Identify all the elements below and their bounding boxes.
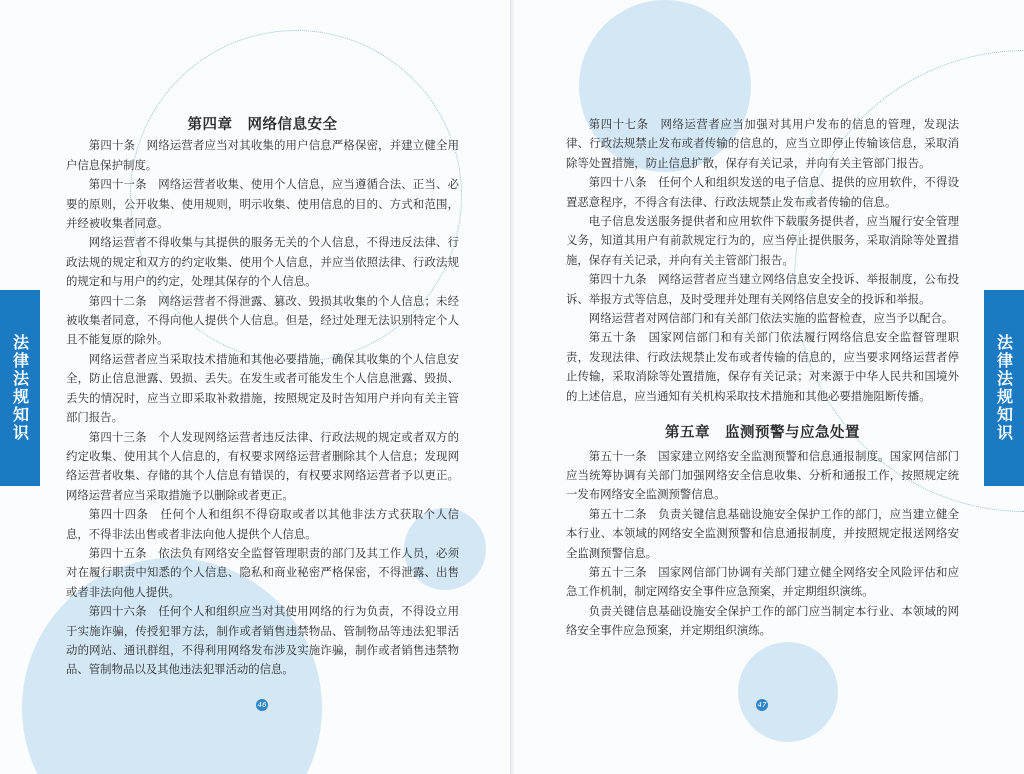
chapter-title-4: 第四章 网络信息安全 bbox=[187, 116, 338, 133]
article-paragraph: 网络运营者对网信部门和有关部门依法实施的监督检查，应当予以配合。 bbox=[588, 311, 954, 326]
article-paragraph: 第四十九条 网络运营者应当建立网络信息安全投诉、举报制度，公布投诉、举报方式等信息，及时受理并处理有关网络信息安全的投诉和举报。 bbox=[566, 272, 959, 306]
article-paragraph: 第四十八条 任何个人和组织发送的电子信息、提供的应用软件，不得设置恶意程序，不得含有法律、行政法规禁止发布或者传输的信息。 bbox=[566, 175, 959, 209]
article-paragraph: 第五十条 国家网信部门和有关部门依法履行网络信息安全监督管理职责，发现法律、行政法规禁止发布或者传输的信息的，应当要求网络运营者停止传输，采取消除等处置措施，保存有关记录；对来源于中华人民共和国境外的上述信息，应当通知有关机构采取技术措施和其他必要措施阻断传播。 bbox=[566, 330, 959, 403]
chapter-title-5: 第五章 监测预警与应急处置 bbox=[665, 424, 860, 442]
article-paragraph: 第四十三条 个人发现网络运营者违反法律、行政法规的规定或者双方的约定收集、使用其个人信息的，有权要求网络运营者删除其个人信息；发现网络运营者收集、存储的其个人信息有错误的，有权要求网络运营者予以更正。网络运营者应当采取措施予以删除或者更正。 bbox=[66, 429, 459, 502]
right-page-content bbox=[566, 115, 959, 641]
article-paragraph: 第五十一条 国家建立网络安全监测预警和信息通报制度。国家网信部门应当统筹协调有关部门加强网络安全信息收集、分析和通报工作，按照规定统一发布网络安全监测预警信息。 bbox=[566, 448, 959, 502]
article-paragraph: 第四十一条 网络运营者收集、使用个人信息，应当遵循合法、正当、必要的原则，公开收集、使用规则，明示收集、使用信息的目的、方式和范围，并经被收集者同意。 bbox=[66, 177, 459, 231]
article-paragraph: 电子信息发送服务提供者和应用软件下载服务提供者，应当履行安全管理义务，知道其用户有前款规定行为的，应当停止提供服务，采取消除等处置措施，保存有关记录，并向有关主管部门报告。 bbox=[566, 214, 959, 267]
article-paragraph: 网络运营者应当采取技术措施和其他必要措施，确保其收集的个人信息安全，防止信息泄露、毁损、丢失。在发生或者可能发生个人信息泄露、毁损、丢失的情况时，应当立即采取补救措施，按照规定及时告知用户并向有关主管部门报告。 bbox=[66, 351, 459, 425]
left-page bbox=[0, 0, 510, 774]
article-paragraph: 第四十二条 网络运营者不得泄露、篡改、毁损其收集的个人信息；未经被收集者同意，不得向他人提供个人信息。但是，经过处理无法识别特定个人且不能复原的除外。 bbox=[66, 293, 459, 347]
article-paragraph: 第五十二条 负责关键信息基础设施安全保护工作的部门，应当建立健全本行业、本领域的网络安全监测预警和信息通报制度，并按照规定报送网络安全监测预警信息。 bbox=[566, 506, 959, 560]
right-page bbox=[514, 0, 1024, 774]
article-paragraph: 网络运营者不得收集与其提供的服务无关的个人信息，不得违反法律、行政法规的规定和双方的约定收集、使用个人信息，并应当依照法律、行政法规的规定和与用户的约定，处理其保存的个人信息。 bbox=[66, 235, 459, 289]
article-paragraph: 第四十六条 任何个人和组织应当对其使用网络的行为负责，不得设立用于实施诈骗，传授犯罪方法，制作或者销售违禁物品、管制物品等违法犯罪活动的网站、通讯群组，不得利用网络发布涉及实施诈骗，制作或者销售违禁物品、管制物品以及其他违法犯罪活动的信息。 bbox=[66, 604, 459, 677]
page-number-left: 46 bbox=[257, 701, 267, 709]
article-paragraph: 第四十七条 网络运营者应当加强对其用户发布的信息的管理，发现法律、行政法规禁止发布或者传输的信息的，应当立即停止传输该信息，采取消除等处置措施，防止信息扩散，保存有关记录，并向有关主管部门报告。 bbox=[566, 117, 959, 170]
decor-circle-bottom bbox=[738, 642, 838, 742]
article-paragraph: 负责关键信息基础设施安全保护工作的部门应当制定本行业、本领域的网络安全事件应急预案，并定期组织演练。 bbox=[566, 603, 959, 638]
article-paragraph: 第四十四条 任何个人和组织不得窃取或者以其他非法方式获取个人信息，不得非法出售或者非法向他人提供个人信息。 bbox=[66, 507, 459, 541]
article-paragraph: 第四十条 网络运营者应当对其收集的用户信息严格保密，并建立健全用户信息保护制度。 bbox=[66, 138, 459, 172]
side-tab-right: 法律法规知识 bbox=[984, 290, 1024, 486]
article-paragraph: 第五十三条 国家网信部门协调有关部门建立健全网络安全风险评估和应急工作机制，制定网络安全事件应急预案，并定期组织演练。 bbox=[566, 564, 959, 599]
article-paragraph: 第四十五条 依法负有网络安全监督管理职责的部门及其工作人员，必须对在履行职责中知悉的个人信息、隐私和商业秘密严格保密，不得泄露、出售或者非法向他人提供。 bbox=[66, 545, 459, 599]
page-number-right: 47 bbox=[757, 701, 767, 709]
side-tab-left: 法律法规知识 bbox=[0, 290, 40, 486]
left-page-content bbox=[66, 115, 459, 680]
